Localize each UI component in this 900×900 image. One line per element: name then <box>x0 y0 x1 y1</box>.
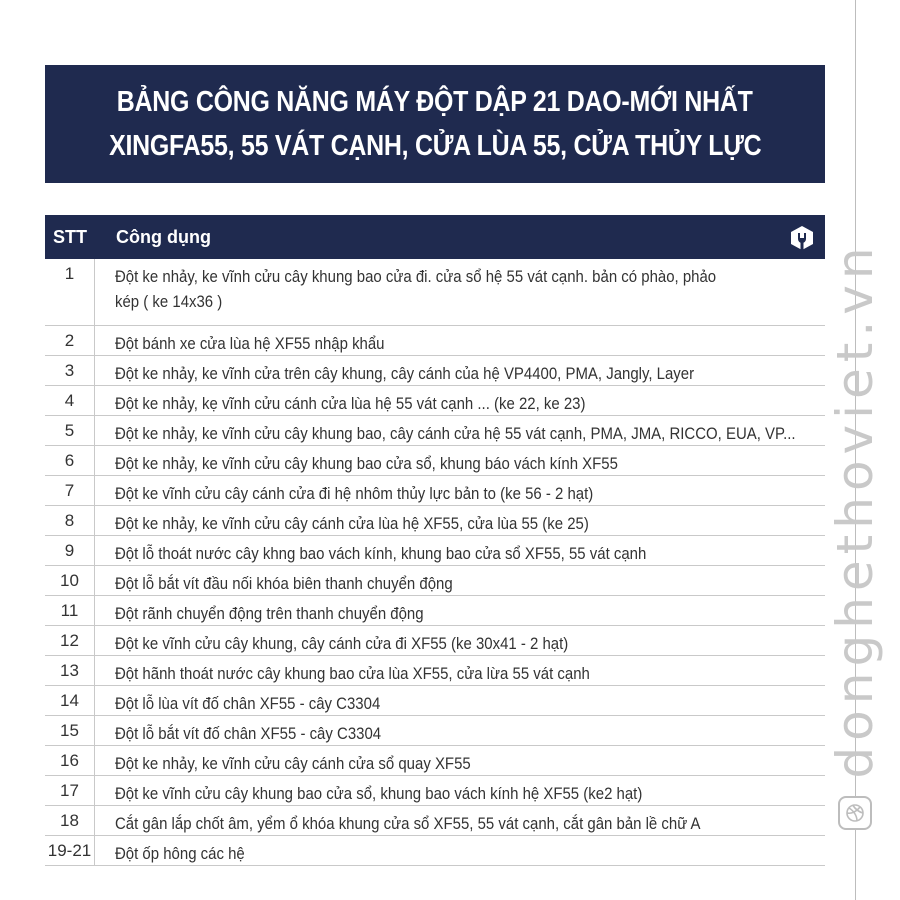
table-row <box>45 536 825 566</box>
row-usage <box>95 326 825 355</box>
row-usage <box>95 746 825 775</box>
row-stt: 5 <box>45 416 95 445</box>
table-row <box>45 446 825 476</box>
watermark: donghethoviet.vn <box>826 241 884 779</box>
row-usage <box>95 566 825 595</box>
table-row <box>45 476 825 506</box>
table-row <box>45 716 825 746</box>
row-stt: 18 <box>45 806 95 835</box>
row-usage-text: Đột lỗ thoát nước cây khng bao vách kính, khung bao cửa sổ XF55, 55 vát cạnh <box>115 544 647 563</box>
row-usage <box>95 356 825 385</box>
table-header <box>45 215 825 259</box>
row-usage-text: Cắt gân lắp chốt âm, yểm ổ khóa khung cửa sổ XF55, 55 vát cạnh, cắt gân bản lề chữ A <box>115 814 701 833</box>
row-usage-text: Đột rãnh chuyển động trên thanh chuyển động <box>115 604 424 623</box>
row-usage <box>95 536 825 565</box>
wrench-icon <box>789 225 815 256</box>
row-stt: 15 <box>45 716 95 745</box>
header-stt: STT <box>53 226 87 247</box>
table-row <box>45 626 825 656</box>
row-usage <box>95 416 888 445</box>
title-line-1: BẢNG CÔNG NĂNG MÁY ĐỘT DẬP 21 DAO-MỚI NHẤT <box>117 86 753 118</box>
row-usage <box>95 476 825 505</box>
row-stt: 1 <box>45 259 95 325</box>
row-usage-text: Đột ke nhảy, ke vĩnh cửu cây cánh cửa lùa hệ XF55, cửa lùa 55 (ke 25) <box>115 514 589 533</box>
row-usage-text: Đột ke vĩnh cửu cây cánh cửa đi hệ nhôm thủy lực bản to (ke 56 - 2 hạt) <box>115 484 594 503</box>
table-row <box>45 596 825 626</box>
table-row <box>45 566 825 596</box>
row-usage-text: Đột ke nhảy, ke vĩnh cửa trên cây khung, cây cánh của hệ VP4400, PMA, Jangly, Layer <box>115 364 695 383</box>
row-usage <box>95 686 825 715</box>
table-row <box>45 506 825 536</box>
row-stt: 14 <box>45 686 95 715</box>
row-usage <box>95 836 825 865</box>
row-stt: 8 <box>45 506 95 535</box>
row-usage-text: Đột ke vĩnh cửu cây khung bao cửa sổ, khung bao vách kính hệ XF55 (ke2 hạt) <box>115 784 643 803</box>
table-row <box>45 836 825 866</box>
row-usage <box>95 596 825 625</box>
row-usage <box>95 386 825 415</box>
table-row <box>45 356 825 386</box>
header-usage: Công dụng <box>116 226 211 247</box>
row-usage-text: Đột ke nhảy, kẹ vĩnh cửu cánh cửa lùa hệ 55 vát cạnh ... (ke 22, ke 23) <box>115 394 586 413</box>
row-usage <box>95 626 825 655</box>
row-stt: 16 <box>45 746 95 775</box>
row-stt: 9 <box>45 536 95 565</box>
row-usage <box>95 806 825 835</box>
row-stt: 3 <box>45 356 95 385</box>
row-usage <box>95 776 825 805</box>
row-usage-text: Đột ke vĩnh cửu cây khung, cây cánh cửa đi XF55 (ke 30x41 - 2 hạt) <box>115 634 569 653</box>
row-usage-text: Đột lỗ bắt vít đầu nối khóa biên thanh chuyển động <box>115 574 453 593</box>
table-row <box>45 776 825 806</box>
row-usage <box>95 716 825 745</box>
row-stt: 12 <box>45 626 95 655</box>
divider-line <box>855 830 856 900</box>
row-stt: 11 <box>45 596 95 625</box>
row-stt: 10 <box>45 566 95 595</box>
row-usage-text: Đột ke nhảy, ke vĩnh cửu cây cánh cửa sổ quay XF55 <box>115 754 471 773</box>
row-usage-text: Đột hãnh thoát nước cây khung bao cửa lùa XF55, cửa lừa 55 vát cạnh <box>115 664 590 683</box>
row-stt: 7 <box>45 476 95 505</box>
row-usage-text: Đột ke nhảy, ke vĩnh cửu cây khung bao, cây cánh cửa hệ 55 vát cạnh, PMA, JMA, RICCO, EUA, VP... <box>115 424 796 443</box>
row-usage-text: Đột bánh xe cửa lùa hệ XF55 nhập khẩu <box>115 334 385 353</box>
row-usage-text: Đột lỗ lùa vít đố chân XF55 - cây C3304 <box>115 694 381 713</box>
row-usage-text: Đột ke nhảy, ke vĩnh cửu cây khung bao cửa sổ, khung báo vách kính XF55 <box>115 454 618 473</box>
row-usage <box>95 446 825 475</box>
dribbble-icon <box>838 796 872 830</box>
row-stt: 6 <box>45 446 95 475</box>
page-title <box>45 65 825 183</box>
row-usage <box>95 506 825 535</box>
row-usage-text: Đột lỗ bắt vít đố chân XF55 - cây C3304 <box>115 724 382 743</box>
row-usage-text: Đột ốp hông các hệ <box>115 844 245 863</box>
table-row <box>45 656 825 686</box>
row-stt: 17 <box>45 776 95 805</box>
row-stt: 19-21 <box>45 836 95 865</box>
row-stt: 2 <box>45 326 95 355</box>
row-usage <box>95 259 825 325</box>
table-row <box>45 326 825 356</box>
row-stt: 4 <box>45 386 95 415</box>
table-row <box>45 806 825 836</box>
row-usage <box>95 656 825 685</box>
row-usage-text: Đột ke nhảy, ke vĩnh cửu cây khung bao cửa đi. cửa sổ hệ 55 vát cạnh. bản có phào, phảo kép ( ke 14x36 ) <box>115 267 717 311</box>
function-table <box>45 215 825 866</box>
title-line-2: XINGFA55, 55 VÁT CẠNH, CỬA LÙA 55, CỬA THỦY LỰC <box>108 130 762 162</box>
table-row <box>45 259 825 326</box>
table-row <box>45 386 825 416</box>
table-row <box>45 416 825 446</box>
row-stt: 13 <box>45 656 95 685</box>
table-row <box>45 746 825 776</box>
table-row <box>45 686 825 716</box>
